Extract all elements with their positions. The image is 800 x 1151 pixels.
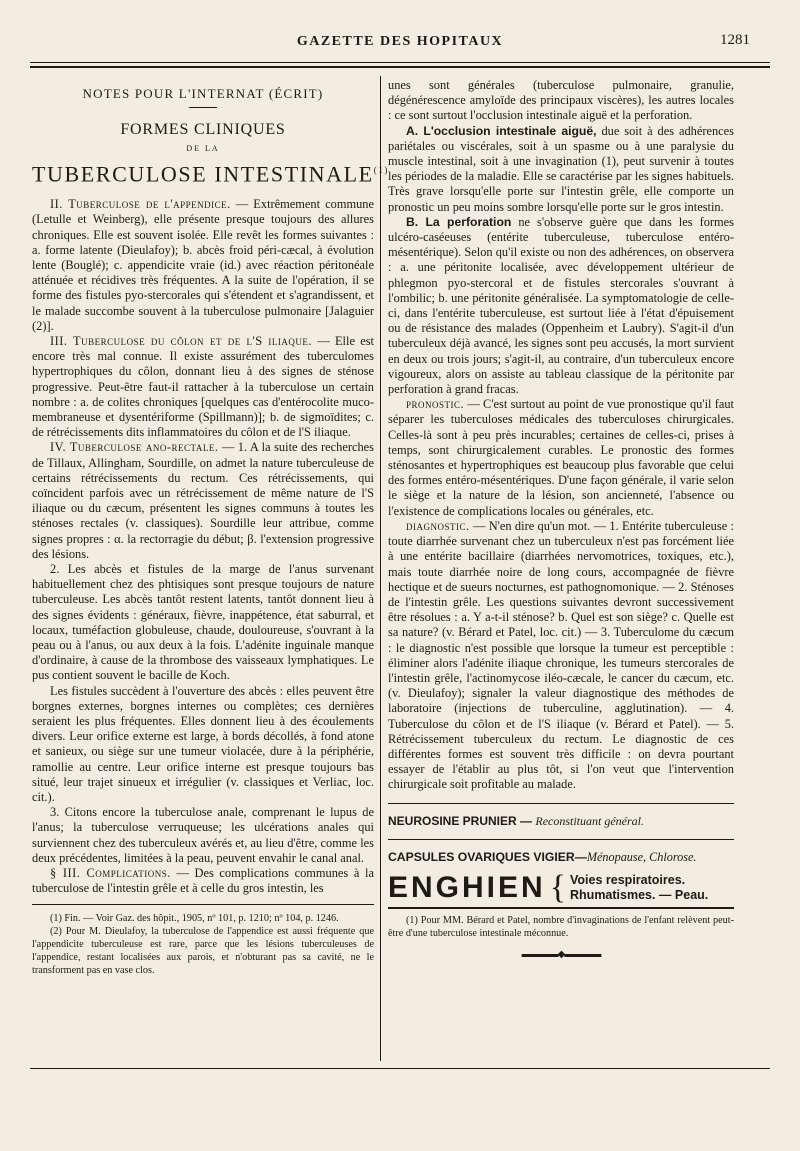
brace-icon: {: [549, 868, 567, 906]
advert-brand: NEUROSINE PRUNIER: [388, 813, 517, 828]
paragraph-complications-cont: unes sont générales (tuberculose pulmonaire, granulie, dégénérescence amyloïde des principaux viscères), les autres locales : ce sont surtout l'occlusion intestinale aiguë et la perforation.: [388, 78, 734, 123]
advert-rule: [388, 803, 734, 804]
advert-lines: Voies respiratoires. Rhumatismes. — Peau.: [570, 872, 709, 902]
paragraph-ano-rectale: IV. Tuberculose ano-rectale. — 1. A la suite des recherches de Tillaux, Allingham, Sourdille, on admet la nature tuberculeuse de certains rétrécissements du rectum. Ces rétrécissements, qui coïncident parfois avec un rétrécissement de même nature de l'S iliaque ou du cæcum, présentent les signes communs à toutes les sténoses rectales (v. classiques). Sourdille leur attribue, comme signes propres : α. la rectorragie du début; β. l'extension progressive des lésions.: [32, 440, 374, 561]
paragraph-occlusion: A. L'occlusion intestinale aiguë, due soit à des adhérences pariétales ou viscérales, soit à un spasme ou à une paralysie du muscle intestinal, soit à une invagination (1), peut survenir à toutes les périodes de la maladie. Elle se caractérise par les signes habituels. Très grave lorsqu'elle porte sur l'intestin grêle, elle comporte un pronostic un peu moins sombre lorsqu'elle porte sur le gros intestin.: [388, 123, 734, 214]
advert-enghien: [388, 868, 734, 906]
paragraph-heading: II. Tuberculose de l'appendice.: [50, 197, 231, 212]
page-number: 1281: [720, 32, 750, 48]
article-title-text: TUBERCULOSE INTESTINALE: [32, 160, 374, 186]
article-title-note: (1): [373, 164, 390, 175]
advert-rule: [388, 839, 734, 840]
paragraph-heading: A. L'occlusion intestinale aiguë,: [406, 123, 597, 138]
journal-title: GAZETTE DES HOPITAUX: [296, 34, 504, 49]
advert-neurosine: NEUROSINE PRUNIER — Reconstituant général.: [388, 813, 645, 828]
header-rule-thick: [30, 66, 770, 68]
paragraph-diagnostic: diagnostic. — N'en dire qu'un mot. — 1. Entérite tuberculeuse : toute diarrhée survenant chez un tuberculeux n'est pas forcément liée à une entérite bacillaire (diarrhées nervomotrices, toxiques, etc.), mais toute diarrhée noire de long cours, accompagnée de fièvre hectique et de sueurs nocturnes, est pathognomonique. — 2. Sténoses de l'intestin grêle. Les questions suivantes devront successivement être résolues : a. Y a-t-il sténose? b. Quel est son siège? c. Quelle est sa nature? (v. Bérard et Patel, loc. cit.) — 3. Tuberculome du cæcum : le diagnostic n'est possible que lorsque la tumeur est perceptible : éliminer alors l'adénite iliaque chronique, les tumeurs stercorales de l'intestin grêle, l'actinomycose iléo-cæcale, le cancer du cæcum, etc. (v. Dieulafoy); signaler la valeur diagnostique des méthodes de laboratoire (injections de tuberculine, agglutination). — 4. Tuberculose du côlon et de l'S iliaque (v. Bérard et Patel). — 5. Rétrécissement tuberculeux du rectum. Le diagnostic de ces différentes formes est souvent très difficile : on devra pourtant essayer de l'établir au plus tôt, si l'on veut que l'intervention chirurgicale soit profitable au malade.: [388, 518, 734, 792]
paragraph-perforation: B. La perforation ne s'observe guère que dans les formes ulcéro-caséeuses (entérite tuberculeuse, tuberculose entéro-mésentérique). Selon qu'il existe ou non des adhérences, on observera : a. une péritonite localisée, avec développement ultérieur de phlegmon pyo-stercoral et de fistules stercorales s'ouvrant à l'ombilic; b. une péritonite généralisée. La symptomatologie de celle-ci, dans l'entérite tuberculeuse, est surtout liée à l'état d'épuisement ou de résistance des malades (Oppenheim et Laubry). S'agit-il d'un tuberculeux déjà avancé, les signes sont peu accusés, la mort survient en deux ou trois jours; s'agit-il, au contraire, d'un tuberculeux encore vigoureux, alors on assiste au tableau classique de la péritonite par perforation à grand fracas.: [388, 214, 734, 397]
paragraph-heading: III. Tuberculose du côlon et de l'S iliaque.: [50, 333, 313, 348]
paragraph-heading: diagnostic.: [406, 518, 470, 533]
paragraph-appendice: II. Tuberculose de l'appendice. — Extrêmement commune (Letulle et Weinberg), elle présente presque toujours des allures chroniques. Elle est souvent isolée. Elle revêt les formes suivantes : a. forme latente (Dieulafoy); b. abcès froid péri-cæcal, à évolution lente (Bouglé); c. appendicite vraie (id.) avec réaction péritonéale atténuée et récidives très fréquentes. A la suite de l'opération, il se forme des fistules pyo-stercorales qui s'étendent et s'agrandissent, et le malade succombe souvent à la tuberculose pulmonaire [Jalaguier (2)].: [32, 197, 374, 333]
paragraph-heading: B. La perforation: [406, 214, 512, 229]
section-title: NOTES POUR L'INTERNAT (ÉCRIT): [82, 86, 324, 101]
footer-rule: [30, 1068, 770, 1069]
advert-description: Reconstituant général.: [535, 813, 645, 828]
left-column: [32, 84, 390, 977]
paragraph-pronostic: pronostic. — C'est surtout au point de vue pronostique qu'il faut séparer les tuberculoses médicales des tuberculoses chirurgicales. Celles-là sont à peu près incurables; certaines de celles-ci, prises à temps, sont chirurgicalement curables. Le pronostic des formes sténosantes et hypertrophiques est beaucoup plus favorable que celui des formes entéro-mésentériques. D'une façon générale, il varie selon le siège et la nature de la lésion, son ancienneté, l'absence ou l'existence de complications locales ou générales, etc.: [388, 397, 734, 518]
paragraph-colon: III. Tuberculose du côlon et de l'S iliaque. — Elle est encore très mal connue. Il existe assurément des tuberculomes hypertrophiques du côlon, donnant lieu à des signes de sténose progressive. Peut-être faut-il rattacher à la tuberculose un certain nombre : a. de colites chroniques [quelques cas d'entérocolite muco-membraneuse et dysentériforme (Spillmann)]; b. de sigmoïdites; c. de rétrécissements dits inflammatoires du côlon et de l'S iliaque.: [32, 333, 374, 440]
footnote-rule: [32, 904, 374, 905]
right-column: [388, 78, 734, 962]
paragraph-heading: IV. Tuberculose ano-rectale.: [50, 440, 219, 455]
article-title: [32, 160, 390, 186]
title-rule: [189, 107, 217, 108]
paragraph-tuberculose-anale: 3. Citons encore la tuberculose anale, comprenant le lupus de l'anus; la tuberculose verruqueuse; les ulcérations anales qui surviennent chez des tuberculeux avérés et, au lieu d'être, comme les deux précédentes, limitées à la peau, peuvent envahir le canal anal.: [32, 805, 374, 865]
page-header: [30, 32, 770, 54]
paragraph-complications: § III. Complications. — Des complications communes à la tuberculose de l'intestin grêle et à celle du gros intestin, les: [32, 866, 374, 896]
advert-capsules: CAPSULES OVARIQUES VIGIER—Ménopause, Chlorose.: [388, 849, 697, 864]
advert-brand: CAPSULES OVARIQUES VIGIER: [388, 849, 575, 864]
ornament-divider: ▬▬▬▬◆▬▬▬▬: [521, 948, 601, 960]
footnote-right: (1) Pour MM. Bérard et Patel, nombre d'invaginations de l'enfant relèvent peut-être d'une tuberculose intestinale méconnue.: [388, 914, 734, 939]
article-heading: FORMES CLINIQUES: [120, 121, 286, 139]
advert-brand: ENGHIEN: [388, 870, 546, 904]
paragraph-abces: 2. Les abcès et fistules de la marge de l'anus survenant habituellement chez des phtisiques sont presque toujours de nature tuberculeuse. Les abcès tantôt restent latents, tantôt donnent lieu à des signes évidents : généraux, fièvre, inappétence, état saburral, et locaux, tuméfaction globuleuse, chaude, douloureuse, s'ouvrant à la peau ou à l'anus, ou aux deux à la fois. L'adénite inguinale manque d'ordinaire, à cause de la thrombose des vaisseaux lymphatiques. Le pus contient souvent le bacille de Koch.: [32, 562, 374, 683]
advert-description: Ménopause, Chlorose.: [586, 849, 697, 864]
footnote-1: (1) Fin. — Voir Gaz. des hôpit., 1905, nº 101, p. 1210; nº 104, p. 1246.: [50, 913, 339, 925]
paragraph-heading: pronostic.: [406, 397, 465, 412]
article-heading-connector: DE LA: [186, 144, 220, 154]
column-rule: [380, 76, 381, 1061]
paragraph-heading: § III. Complications.: [50, 866, 171, 881]
header-rule: [30, 62, 770, 63]
footnote-2: (2) Pour M. Dieulafoy, la tuberculose de l'appendice est aussi fréquente que l'appendicite tuberculeuse est rare, parce que les lésions tuberculeuses de l'appendice, restant localisées aux parois, et n'obturant pas sa cavité, ne le transforment pas en vase clos.: [32, 926, 374, 976]
advert-rule: [388, 907, 734, 909]
paragraph-fistules: Les fistules succèdent à l'ouverture des abcès : elles peuvent être borgnes externes, borgnes internes ou complètes; ces dernières seraient les plus fréquentes. Elles donnent lieu à des écoulements divers. Leur orifice externe est large, à bords décollés, à fond atone et sanieux, ou siège sur une tumeur violacée, dure à la périphérie, ramollie au centre. Leur orifice interne est presque toujours bas situé, leur trajet sinueux et irrégulier (v. classiques et Verliac, loc. cit.).: [32, 683, 374, 805]
